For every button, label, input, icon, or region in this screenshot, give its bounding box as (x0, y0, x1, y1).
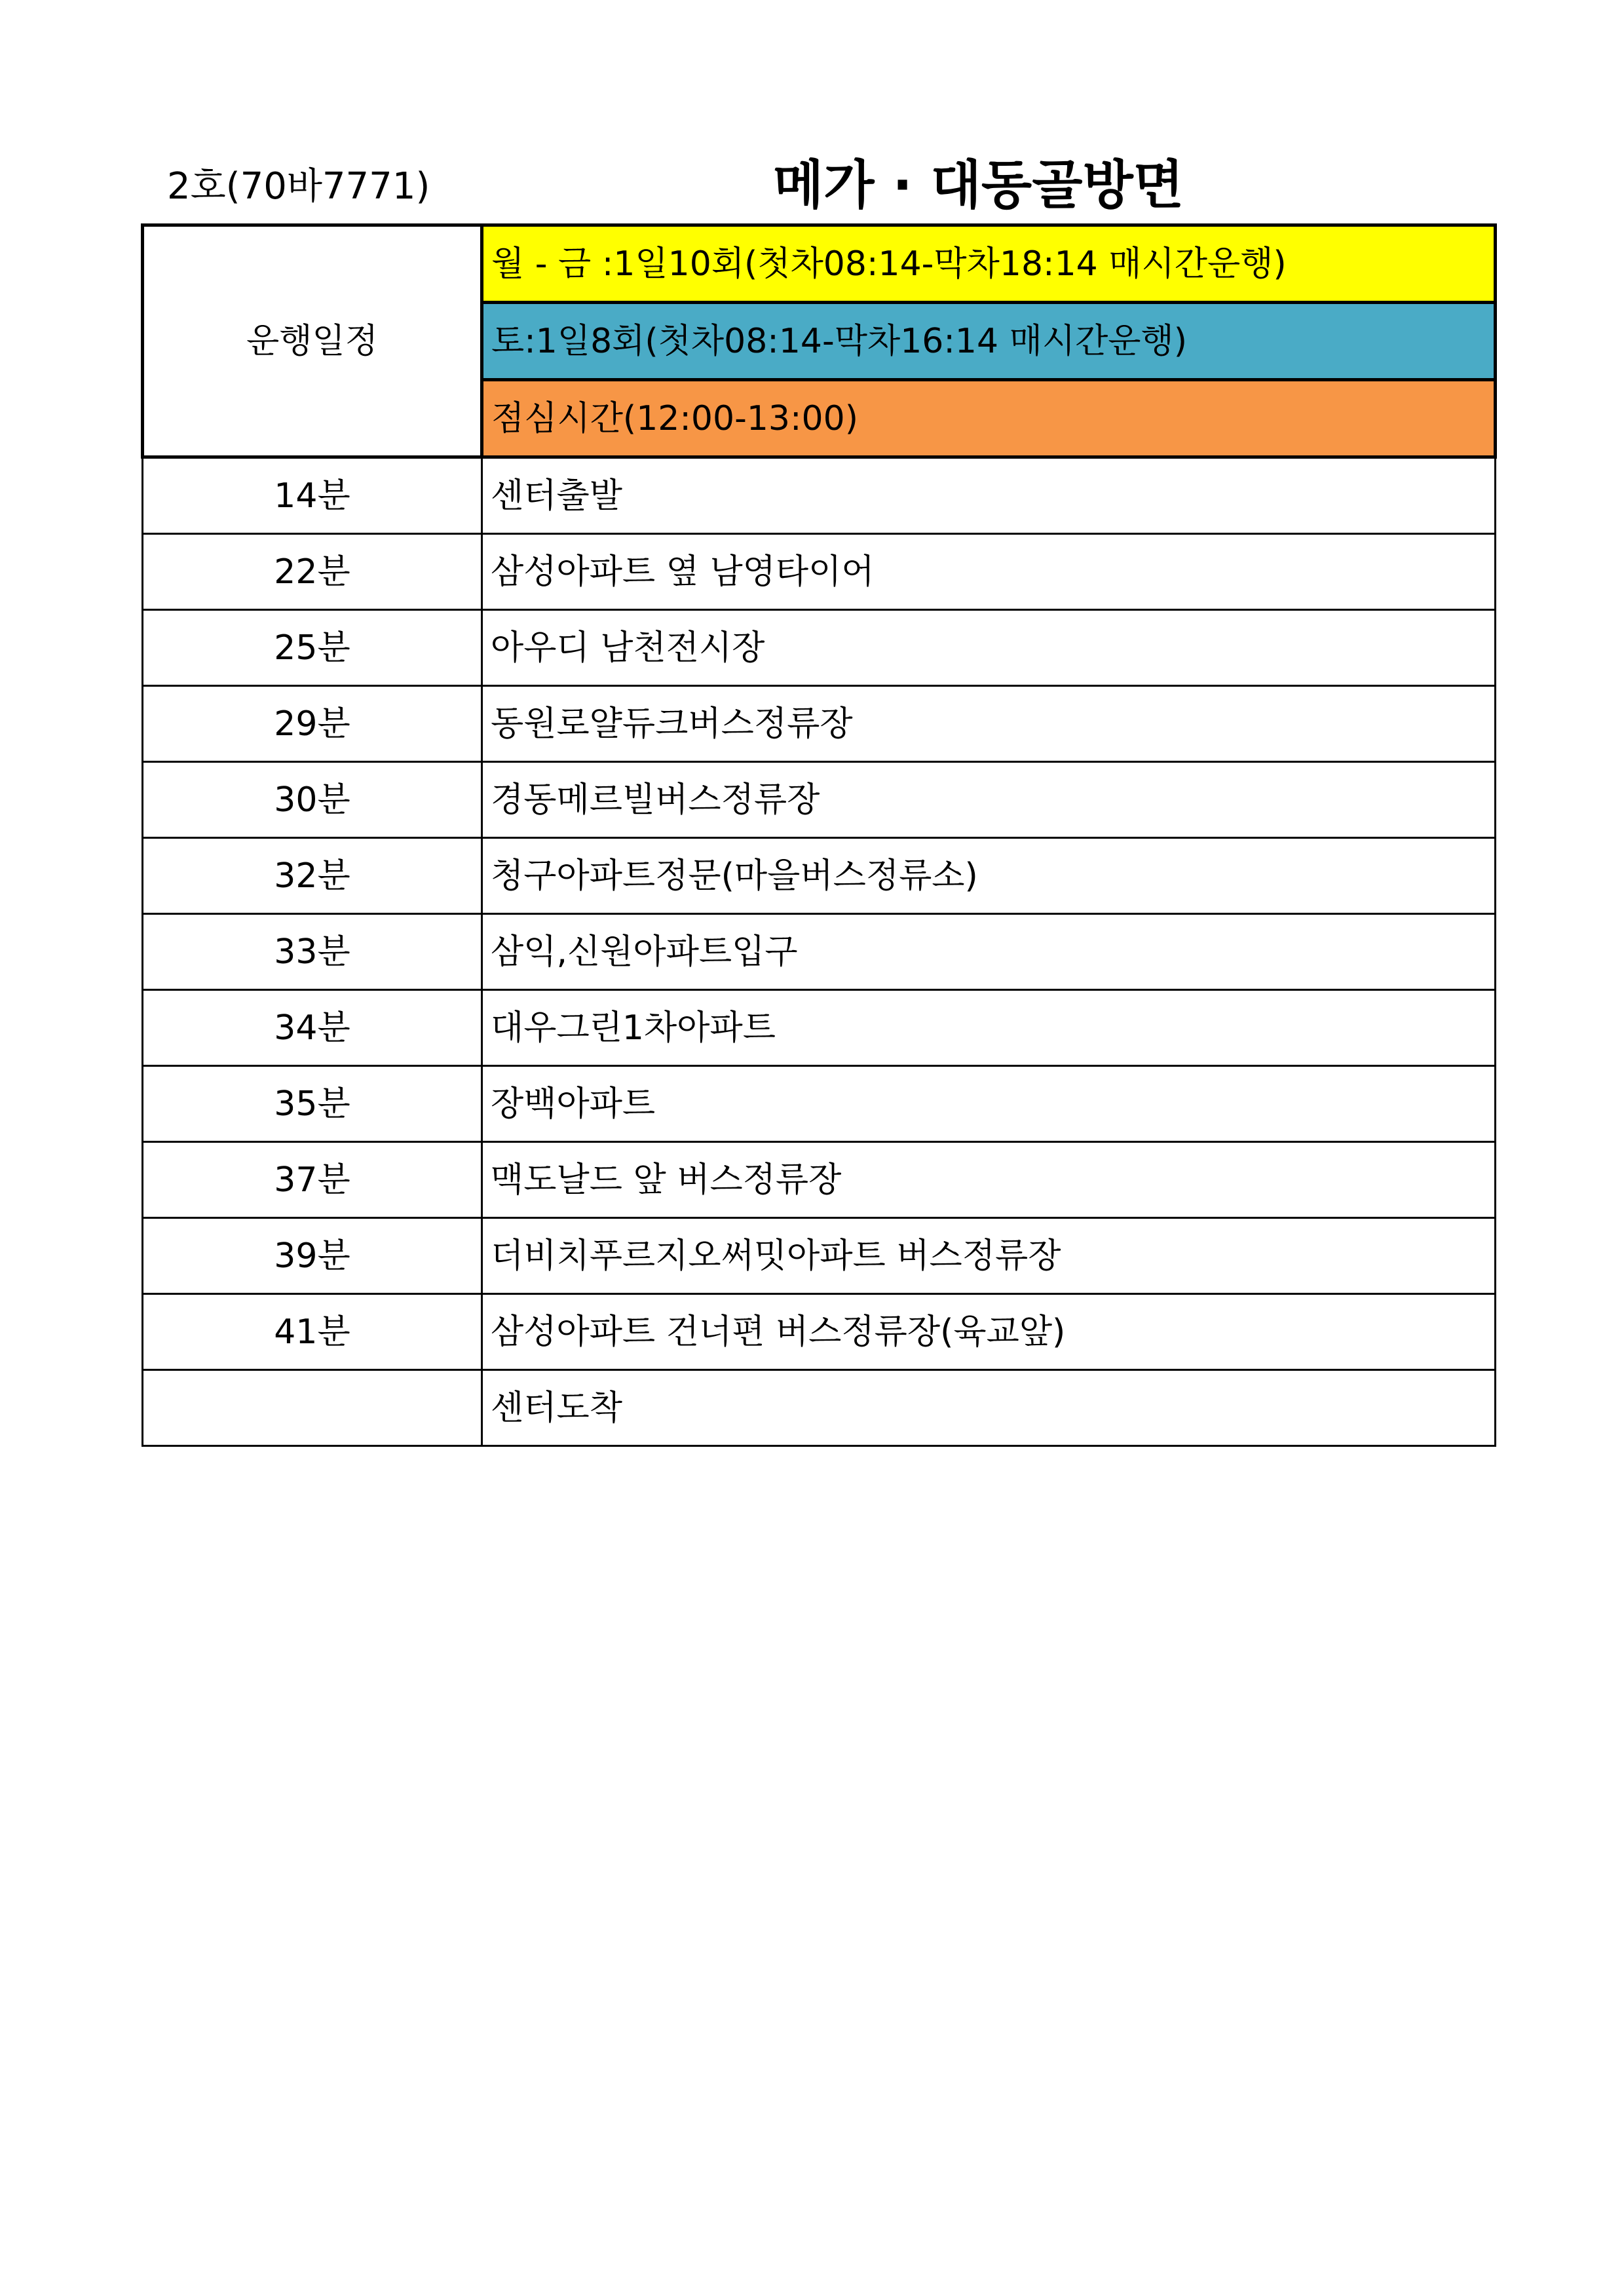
stop-name: 장백아파트 (482, 1066, 1496, 1142)
table-row (143, 1370, 1496, 1446)
table-row (143, 838, 1496, 914)
stop-time: 22분 (143, 534, 482, 610)
stop-name: 삼성아파트 옆 남영타이어 (482, 534, 1496, 610)
weekday-schedule: 월 - 금 :1일10회(첫차08:14-막차18:14 매시간운행) (482, 225, 1496, 303)
stop-time: 34분 (143, 990, 482, 1066)
bus-number: 2호(70바7771) (167, 165, 430, 208)
stop-name: 센터도착 (482, 1370, 1496, 1446)
table-row (143, 1066, 1496, 1142)
stop-time (143, 1370, 482, 1446)
stop-time: 25분 (143, 610, 482, 686)
table-row (143, 686, 1496, 762)
table-row (143, 534, 1496, 610)
route-title: 메가 · 대동골방면 (773, 155, 1184, 216)
stop-name: 동원로얄듀크버스정류장 (482, 686, 1496, 762)
stop-name: 더비치푸르지오써밋아파트 버스정류장 (482, 1218, 1496, 1294)
stop-name: 청구아파트정문(마을버스정류소) (482, 838, 1496, 914)
stop-name: 맥도날드 앞 버스정류장 (482, 1142, 1496, 1218)
schedule-table (141, 223, 1497, 1447)
stop-time: 39분 (143, 1218, 482, 1294)
table-row (143, 457, 1496, 534)
stop-time: 35분 (143, 1066, 482, 1142)
stop-time: 29분 (143, 686, 482, 762)
table-row (143, 1294, 1496, 1370)
schedule-row (143, 225, 1496, 303)
stop-name: 경동메르빌버스정류장 (482, 762, 1496, 838)
saturday-schedule: 토:1일8회(첫차08:14-막차16:14 매시간운행) (482, 303, 1496, 380)
stop-time: 41분 (143, 1294, 482, 1370)
stop-time: 14분 (143, 457, 482, 534)
stop-name: 삼익,신원아파트입구 (482, 914, 1496, 990)
table-row (143, 610, 1496, 686)
table-row (143, 990, 1496, 1066)
stop-name: 대우그린1차아파트 (482, 990, 1496, 1066)
stop-name: 삼성아파트 건너편 버스정류장(육교앞) (482, 1294, 1496, 1370)
stop-name: 센터출발 (482, 457, 1496, 534)
stop-name: 아우디 남천전시장 (482, 610, 1496, 686)
table-row (143, 914, 1496, 990)
schedule-label: 운행일정 (143, 225, 482, 457)
stop-time: 30분 (143, 762, 482, 838)
lunch-break: 점심시간(12:00-13:00) (482, 380, 1496, 457)
stop-time: 33분 (143, 914, 482, 990)
table-row (143, 762, 1496, 838)
table-row (143, 1218, 1496, 1294)
table-row (143, 1142, 1496, 1218)
stop-time: 37분 (143, 1142, 482, 1218)
stop-time: 32분 (143, 838, 482, 914)
